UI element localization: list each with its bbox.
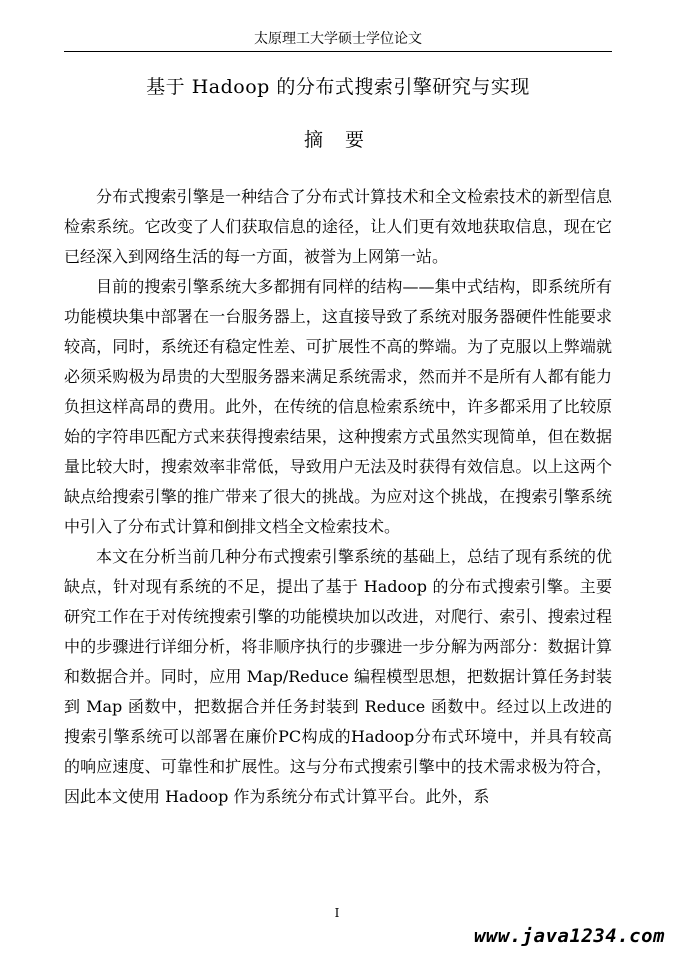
paper-title: 基于 Hadoop 的分布式搜索引擎研究与实现 bbox=[146, 76, 530, 98]
watermark-url: www.java1234.com bbox=[473, 925, 665, 947]
abstract-body bbox=[64, 182, 612, 812]
header-rule bbox=[64, 51, 612, 52]
abstract-paragraph-1: 分布式搜索引擎是一种结合了分布式计算技术和全文检索技术的新型信息检索系统。它改变了人们获取信息的途径，让人们更有效地获取信息，现在它已经深入到网络生活的每一方面，被誉为上网第一站。 bbox=[64, 187, 612, 266]
abstract-paragraph-3: 本文在分析当前几种分布式搜索引擎系统的基础上，总结了现有系统的优缺点，针对现有系统的不足，提出了基于 Hadoop 的分布式搜索引擎。主要研究工作在于对传统搜索引擎的功能模块加以改进，对爬行、索引、搜索过程中的步骤进行详细分析，将非顺序执行的步骤进一步分解为两部分：数据计算和数据合并。同时，应用 Map/Reduce 编程模型思想，把数据计算任务封装到 Map 函数中，把数据合并任务封装到 Reduce 函数中。经过以上改进的搜索引擎系统可以部署在廉价PC构成的Hadoop分布式环境中，并具有较高的响应速度、可靠性和扩展性。这与分布式搜索引擎中的技术需求极为符合，因此本文使用 Hadoop 作为系统分布式计算平台。此外，系 bbox=[64, 547, 612, 806]
abstract-heading: 摘 要 bbox=[303, 129, 373, 151]
abstract-paragraph-2: 目前的搜索引擎系统大多都拥有同样的结构——集中式结构，即系统所有功能模块集中部署在一台服务器上，这直接导致了系统对服务器硬件性能要求较高，同时，系统还有稳定性差、可扩展性不高的弊端。为了克服以上弊端就必须采购极为昂贵的大型服务器来满足系统需求，然而并不是所有人都有能力负担这样高昂的费用。此外，在传统的信息检索系统中，许多都采用了比较原始的字符串匹配方式来获得搜索结果，这种搜索方式虽然实现简单，但在数据量比较大时，搜索效率非常低，导致用户无法及时获得有效信息。以上这两个缺点给搜索引擎的推广带来了很大的挑战。为应对这个挑战，在搜索引擎系统中引入了分布式计算和倒排文档全文检索技术。 bbox=[64, 277, 612, 536]
page-number: I bbox=[334, 906, 340, 920]
running-header: 太原理工大学硕士学位论文 bbox=[254, 31, 422, 47]
